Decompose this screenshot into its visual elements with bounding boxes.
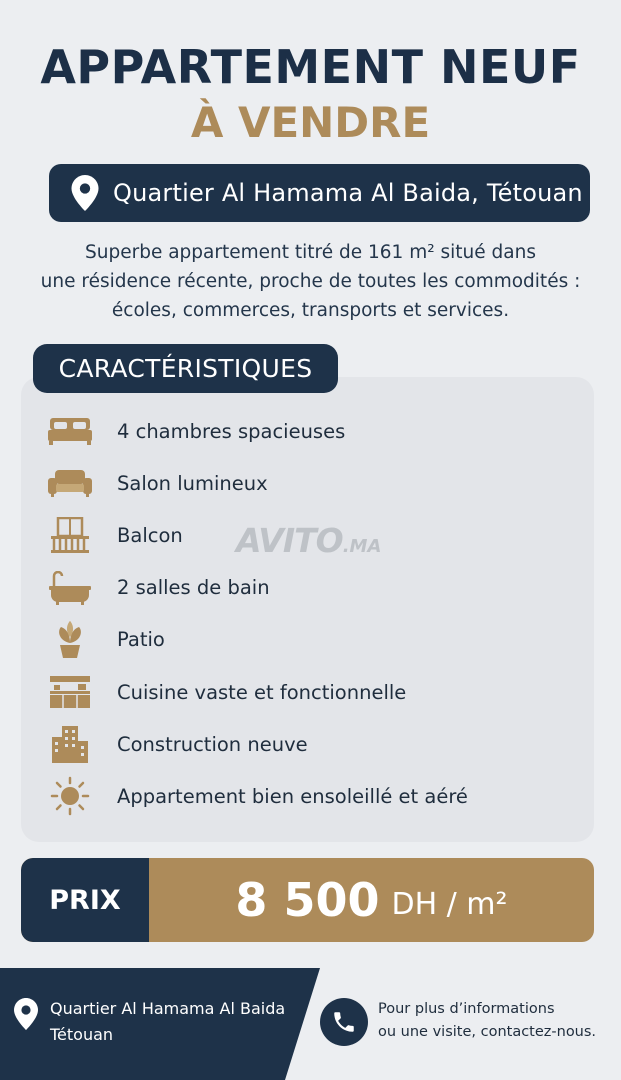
location-banner xyxy=(49,164,590,222)
kitchen-icon xyxy=(44,674,96,710)
map-pin-icon xyxy=(14,998,38,1030)
feature-label: Cuisine vaste et fonctionnelle xyxy=(117,680,407,704)
map-pin-icon xyxy=(71,175,99,211)
feature-label: Patio xyxy=(117,628,165,652)
feature-item xyxy=(44,770,584,822)
feature-item xyxy=(44,562,584,614)
footer-contact xyxy=(378,998,596,1044)
footer-address xyxy=(14,996,285,1048)
feature-label: 2 salles de bain xyxy=(117,576,270,600)
bathtub-icon xyxy=(44,570,96,606)
feature-item xyxy=(44,509,584,561)
features-title: CARACTÉRISTIQUES xyxy=(33,344,338,393)
description-line-3: écoles, commerces, transports et services. xyxy=(111,300,510,321)
phone-icon xyxy=(320,998,368,1046)
balcony-icon xyxy=(44,517,96,553)
features-list xyxy=(44,405,584,823)
price-bar xyxy=(21,858,594,942)
building-icon xyxy=(44,726,96,762)
footer-contact-line-1: Pour plus d’informations xyxy=(378,1001,555,1017)
feature-item xyxy=(44,666,584,718)
title-line-2: À VENDRE xyxy=(190,98,431,147)
feature-label: Salon lumineux xyxy=(117,471,268,495)
description-line-2: une résidence récente, proche de toutes les commodités : xyxy=(40,271,581,292)
footer-contact-line-2: ou une visite, contactez-nous. xyxy=(378,1024,597,1040)
watermark-suffix: .MA xyxy=(342,536,382,557)
feature-label: Construction neuve xyxy=(117,732,308,756)
price-value xyxy=(149,858,594,942)
description xyxy=(20,238,601,325)
price-unit: DH / m² xyxy=(391,886,508,922)
feature-item xyxy=(44,457,584,509)
bed-icon xyxy=(44,413,96,449)
title-line-1: APPARTEMENT NEUF xyxy=(40,40,581,94)
feature-item xyxy=(44,614,584,666)
price-label: PRIX xyxy=(21,858,149,942)
footer-address-line-1: Quartier Al Hamama Al Baida xyxy=(50,999,286,1018)
feature-label: 4 chambres spacieuses xyxy=(117,419,346,443)
description-line-1: Superbe appartement titré de 161 m² situé dans xyxy=(85,242,536,263)
feature-item xyxy=(44,405,584,457)
feature-label: Balcon xyxy=(117,523,183,547)
sun-icon xyxy=(44,778,96,814)
feature-label: Appartement bien ensoleillé et aéré xyxy=(117,784,468,808)
location-text: Quartier Al Hamama Al Baida, Tétouan xyxy=(113,179,583,207)
watermark-main: AVITO xyxy=(236,521,343,560)
feature-item xyxy=(44,718,584,770)
price-amount: 8 500 xyxy=(235,873,380,927)
footer-address-line-2: Tétouan xyxy=(50,1025,114,1044)
plant-icon xyxy=(44,622,96,658)
sofa-icon xyxy=(44,465,96,501)
